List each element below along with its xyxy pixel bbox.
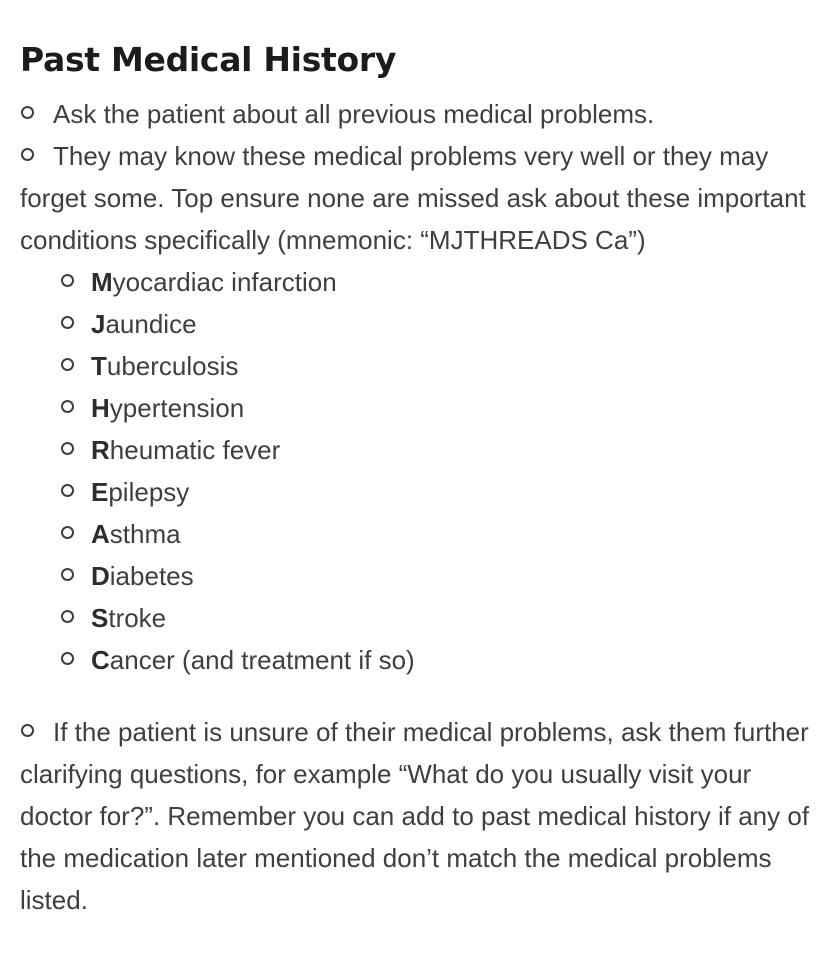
- condition-initial: C: [91, 645, 110, 675]
- condition-item-jaundice: [60, 303, 812, 345]
- condition-initial: S: [91, 603, 109, 633]
- condition-rest: iabetes: [109, 561, 194, 591]
- condition-rest: yocardiac infarction: [112, 267, 337, 297]
- condition-item-epilepsy: [60, 471, 812, 513]
- condition-initial: M: [91, 267, 113, 297]
- condition-rest: sthma: [109, 519, 181, 549]
- condition-item-rheumatic-fever: [60, 429, 812, 471]
- intro-point-text: They may know these medical problems very well or they may forget some. Top ensure none are missed ask about these important conditions specifically (mnemonic: “MJTHREADS Ca”): [20, 141, 806, 255]
- hollow-circle-bullet-icon: [61, 274, 74, 287]
- mnemonic-conditions-list: [20, 261, 812, 681]
- condition-initial: A: [91, 519, 110, 549]
- condition-rest: heumatic fever: [109, 435, 281, 465]
- condition-item-asthma: [60, 513, 812, 555]
- condition-initial: J: [91, 309, 106, 339]
- article-section: [20, 38, 812, 921]
- condition-item-stroke: [60, 597, 812, 639]
- condition-rest: pilepsy: [108, 477, 190, 507]
- hollow-circle-bullet-icon: [61, 610, 74, 623]
- intro-point-1: [20, 93, 812, 135]
- hollow-circle-bullet-icon: [61, 484, 74, 497]
- hollow-circle-bullet-icon: [61, 400, 74, 413]
- closing-point: [20, 711, 812, 921]
- condition-initial: D: [91, 561, 110, 591]
- hollow-circle-bullet-icon: [61, 358, 74, 371]
- hollow-circle-bullet-icon: [61, 568, 74, 581]
- hollow-circle-bullet-icon: [21, 724, 34, 737]
- hollow-circle-bullet-icon: [61, 526, 74, 539]
- condition-item-hypertension: [60, 387, 812, 429]
- condition-rest: ypertension: [109, 393, 245, 423]
- hollow-circle-bullet-icon: [21, 106, 34, 119]
- closing-point-text: If the patient is unsure of their medical problems, ask them further clarifying questions, for example “What do you usually visit your doctor for?”. Remember you can add to past medical history if any of the medication later mentioned don’t match the medical problems listed.: [20, 717, 810, 915]
- condition-item-myocardiac-infarction: [60, 261, 812, 303]
- condition-initial: T: [91, 351, 107, 381]
- condition-rest: ancer (and treatment if so): [109, 645, 415, 675]
- hollow-circle-bullet-icon: [61, 442, 74, 455]
- hollow-circle-bullet-icon: [61, 652, 74, 665]
- intro-point-text: Ask the patient about all previous medical problems.: [53, 99, 655, 129]
- condition-item-tuberculosis: [60, 345, 812, 387]
- hollow-circle-bullet-icon: [61, 316, 74, 329]
- condition-item-diabetes: [60, 555, 812, 597]
- condition-rest: troke: [108, 603, 167, 633]
- condition-item-cancer: [60, 639, 812, 681]
- section-heading: Past Medical History: [20, 40, 397, 79]
- condition-rest: aundice: [105, 309, 197, 339]
- condition-rest: uberculosis: [106, 351, 239, 381]
- hollow-circle-bullet-icon: [21, 148, 34, 161]
- intro-point-2: [20, 135, 812, 261]
- condition-initial: R: [91, 435, 110, 465]
- condition-initial: H: [91, 393, 110, 423]
- condition-initial: E: [91, 477, 109, 507]
